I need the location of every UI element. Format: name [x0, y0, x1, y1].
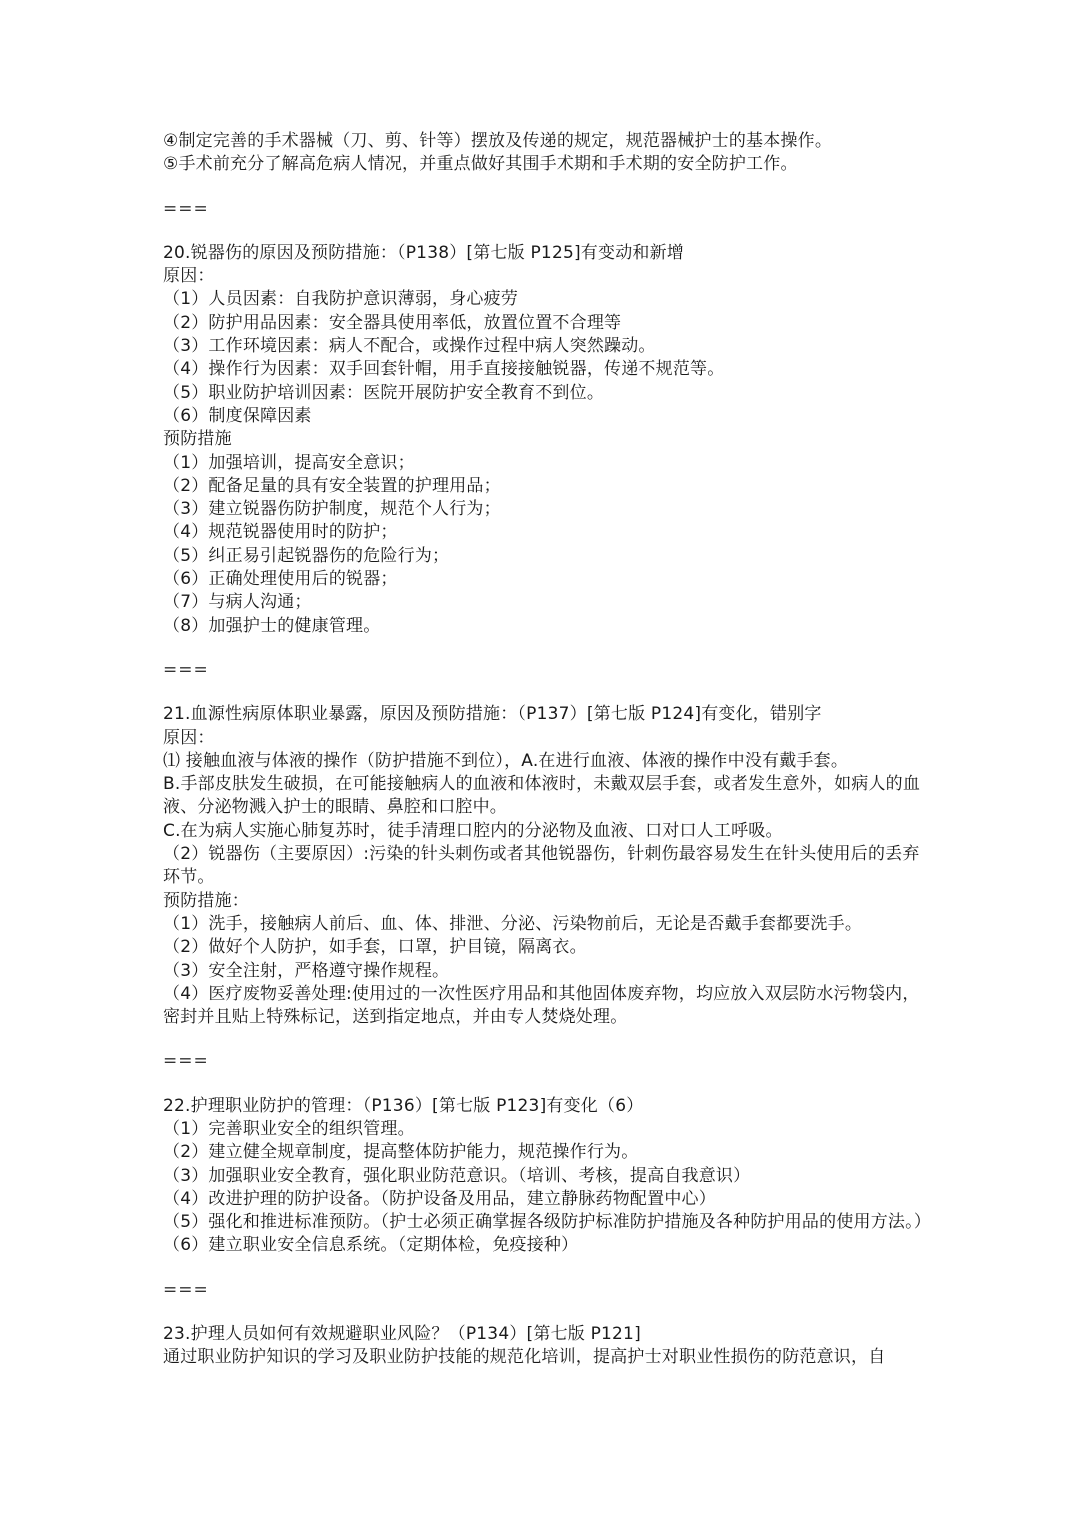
intro-line: ⑤手术前充分了解高危病人情况，并重点做好其围手术期和手术期的安全防护工作。 — [163, 154, 798, 175]
paragraph: 通过职业防护知识的学习及职业防护技能的规范化培训，提高护士对职业性损伤的防范意识，自 — [163, 1347, 886, 1368]
section-separator: === — [163, 1051, 209, 1072]
list-item: （6）正确处理使用后的锐器； — [163, 569, 398, 590]
section-23-heading: 23.护理人员如何有效规避职业风险？（P134）[第七版 P121] — [163, 1324, 641, 1345]
list-item: （3）加强职业安全教育，强化职业防范意识。（培训、考核，提高自我意识） — [163, 1165, 751, 1186]
list-item: （6）制度保障因素 — [163, 405, 312, 426]
list-item: （1）人员因素：自我防护意识薄弱，身心疲劳 — [163, 289, 519, 310]
paragraph: B.手部皮肤发生破损，在可能接触病人的血液和体液时，未戴双层手套，或者发生意外，如病人的血液、分泌物溅入护士的眼睛、鼻腔和口腔中。 — [163, 774, 921, 818]
list-item: （2）建立健全规章制度，提高整体防护能力，规范操作行为。 — [163, 1142, 639, 1163]
list-item: （3）工作环境因素：病人不配合，或操作过程中病人突然躁动。 — [163, 336, 656, 357]
list-item: （1）完善职业安全的组织管理。 — [163, 1118, 415, 1139]
list-item: （2）防护用品因素：安全器具使用率低，放置位置不合理等 — [163, 312, 622, 333]
list-item: （6）建立职业安全信息系统。（定期体检，免疫接种） — [163, 1235, 579, 1256]
list-item: （4）改进护理的防护设备。（防护设备及用品，建立静脉药物配置中心） — [163, 1188, 716, 1209]
measures-label: 预防措施： — [163, 890, 249, 911]
list-item: （1）洗手，接触病人前后、血、体、排泄、分泌、污染物前后，无论是否戴手套都要洗手。 — [163, 913, 863, 934]
section-separator: === — [163, 198, 209, 219]
section-separator: === — [163, 659, 209, 680]
causes-label: 原因： — [163, 266, 215, 287]
section-separator: === — [163, 1279, 209, 1300]
section-22-heading: 22.护理职业防护的管理：（P136）[第七版 P123]有变化（6） — [163, 1095, 644, 1116]
list-item: （5）纠正易引起锐器伤的危险行为； — [163, 545, 450, 566]
list-item: （5）强化和推进标准预防。（护士必须正确掌握各级防护标准防护措施及各种防护用品的使用方法。） — [163, 1212, 932, 1233]
list-item: （7）与病人沟通； — [163, 592, 312, 613]
paragraph: C.在为病人实施心肺复苏时，徒手清理口腔内的分泌物及血液、口对口人工呼吸。 — [163, 820, 783, 841]
paragraph: ⑴ 接触血液与体液的操作（防护措施不到位），A.在进行血液、体液的操作中没有戴手套。 — [163, 750, 849, 771]
list-item: （5）职业防护培训因素：医院开展防护安全教育不到位。 — [163, 382, 605, 403]
list-item: （3）建立锐器伤防护制度，规范个人行为； — [163, 499, 501, 520]
paragraph: （2）锐器伤（主要原因）:污染的针头刺伤或者其他锐器伤，针刺伤最容易发生在针头使用后的丢弃环节。 — [163, 844, 920, 888]
list-item: （3）安全注射，严格遵守操作规程。 — [163, 960, 450, 981]
section-21-heading: 21.血源性病原体职业暴露，原因及预防措施：（P137）[第七版 P124]有变化，错别字 — [163, 704, 822, 725]
list-item: （2）做好个人防护，如手套，口罩，护目镜，隔离衣。 — [163, 937, 587, 958]
list-item: （4）规范锐器使用时的防护； — [163, 522, 398, 543]
list-item: （2）配备足量的具有安全装置的护理用品； — [163, 475, 501, 496]
list-item: （8）加强护士的健康管理。 — [163, 615, 381, 636]
intro-line: ④制定完善的手术器械（刀、剪、针等）摆放及传递的规定，规范器械护士的基本操作。 — [163, 131, 833, 151]
section-20-heading: 20.锐器伤的原因及预防措施：（P138）[第七版 P125]有变动和新增 — [163, 242, 685, 263]
causes-label: 原因： — [163, 727, 215, 748]
measures-label: 预防措施 — [163, 429, 232, 450]
list-item: （4）医疗废物妥善处理:使用过的一次性医疗用品和其他固体废弃物，均应放入双层防水污物袋内，密封并且贴上特殊标记，送到指定地点，并由专人焚烧处理。 — [163, 983, 920, 1028]
list-item: （4）操作行为因素：双手回套针帽，用手直接接触锐器，传递不规范等。 — [163, 359, 725, 380]
document-page — [163, 130, 932, 1370]
list-item: （1）加强培训，提高安全意识； — [163, 452, 415, 473]
